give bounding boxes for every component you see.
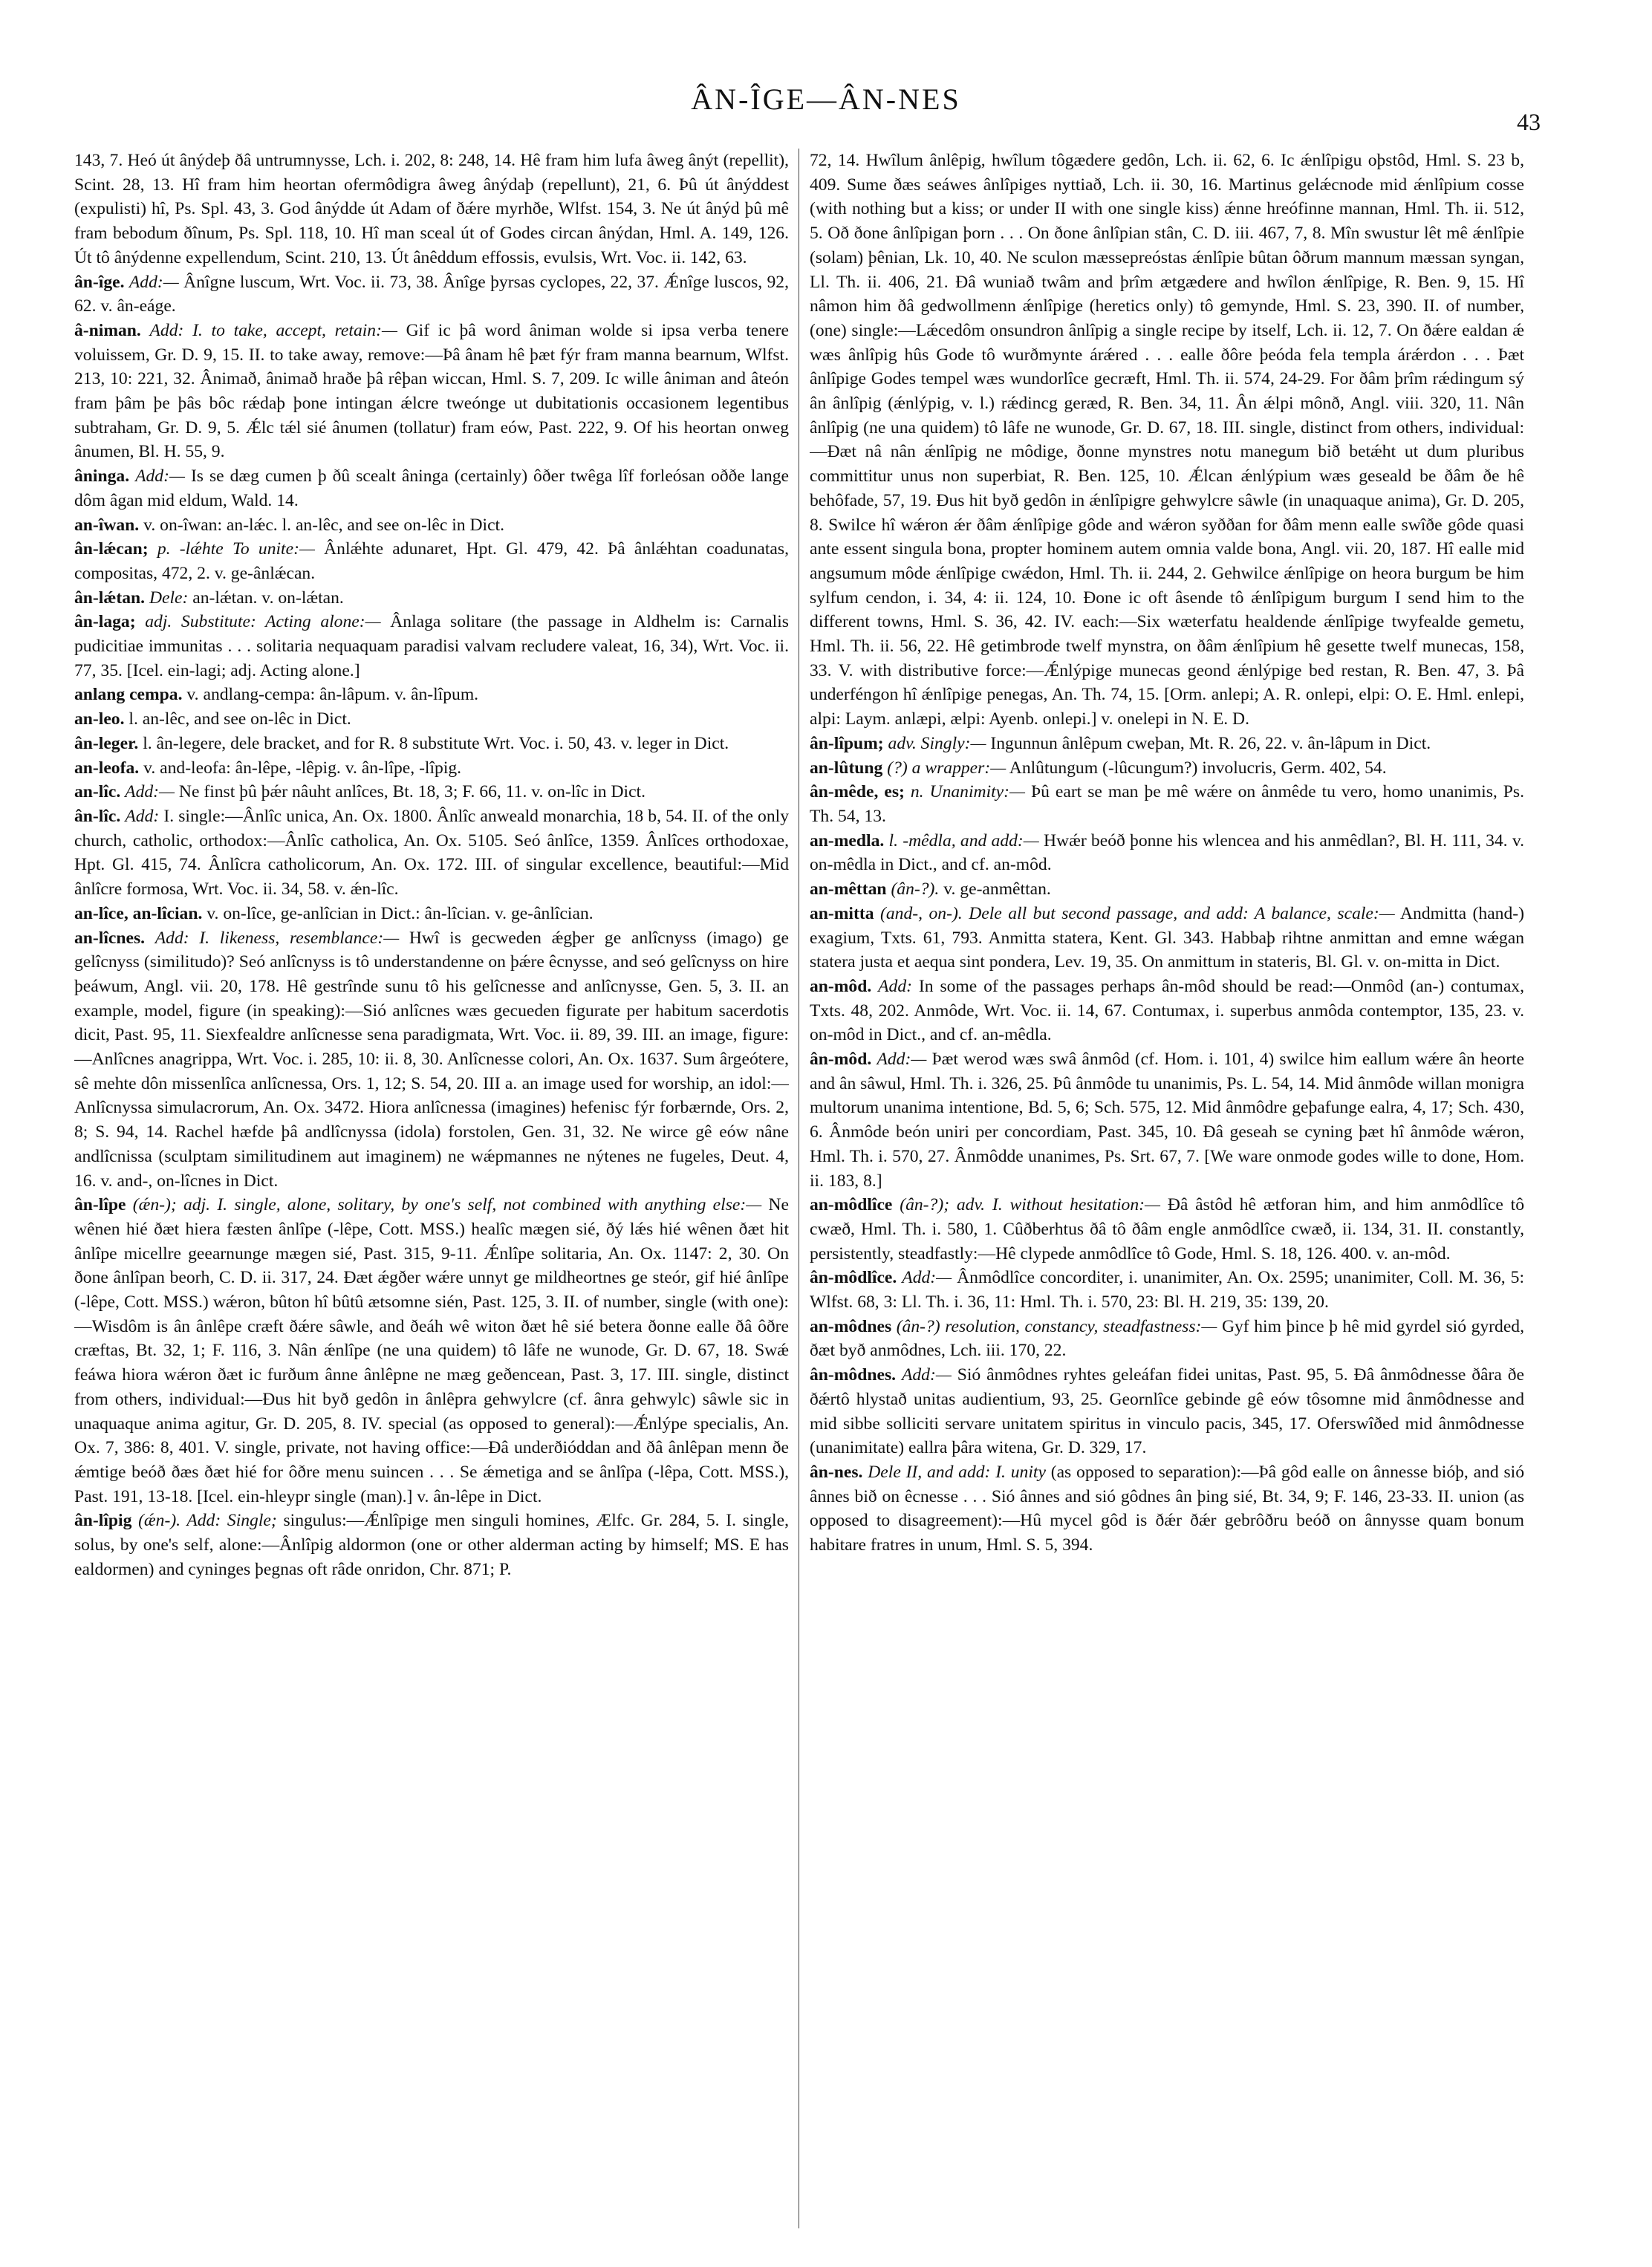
dictionary-entry <box>74 319 789 464</box>
entry-headword: an-îwan. <box>74 515 140 535</box>
entry-text: Sió ânmôdnes ryhtes geleáfan fidei unitas, Past. 95, 5. Ðâ ânmôdnesse ðâra ðe ðǽrtô hlystað unitas audientium, 93, 25. Geornlîce gebinde gê eów tôsomne mid ânmôdnesse and mid sibbe solliciti servare unitatem spiritus in vinculo pacis, 345, 17. Oferswîðed mid ânmôdnesse (unanimitate) eallra þâra witena, Gr. D. 329, 17. <box>810 1365 1524 1458</box>
entry-headword: ân-lîc. <box>74 806 121 826</box>
entry-label: Dele: <box>149 588 189 608</box>
entry-text: singulus:—Ǽnlîpige men singuli homines, Ælfc. Gr. 284, 5. I. single, solus, by one's self, alone:—Ânlîpig aldormon (one or other alderman acting by himself; MS. E has ealdormen) and cyninges þegnas oft râde onridon, Chr. 871; P. <box>74 1511 789 1579</box>
entry-text: Ânîgne luscum, Wrt. Voc. ii. 73, 38. Ânîge þyrsas cyclopes, 22, 37. Ǽnîge luscos, 92, 62. v. ân-eáge. <box>74 272 789 316</box>
entry-label: Add: <box>878 976 913 996</box>
entry-label: (ǽn-); adj. I. single, alone, solitary, by one's self, not combined with anything else:— <box>132 1195 762 1215</box>
dictionary-entry <box>74 1193 789 1509</box>
dictionary-entry <box>810 1460 1524 1558</box>
entry-label: Add: I. to take, accept, retain:— <box>149 320 397 340</box>
entry-text: Ingunnun ânlêpum cweþan, Mt. R. 26, 22. v. ân-lâpum in Dict. <box>990 733 1431 753</box>
entry-text: Gif ic þâ word âniman wolde si ipsa verba tenere voluissem, Gr. D. 9, 15. II. to take away, remove:—Þâ ânam hê þæt fýr fram manna bearnum, Wlfst. 213, 10: 221, 32. Ânimað, ânimað hraðe þâ rêþan wiccan, Hml. S. 7, 209. Ic wille âniman and âteón fram þâm þe þâs bôc rǽdaþ þone intingan ǽlcre tweónge ut dubitationis occasionem legentibus subtraham, Gr. D. 9, 5. Ǽlc tǽl sié ânumen (tollatur) fram eów, Past. 222, 9. Of his heortan onweg ânumen, Bl. H. 55, 9. <box>74 320 789 462</box>
entry-headword: ân-lǽcan; <box>74 539 149 559</box>
entry-text: 72, 14. Hwîlum ânlêpig, hwîlum tôgædere gedôn, Lch. ii. 62, 6. Ic ǽnlîpigu oþstôd, Hml. S. 23 b, 409. Sume ðæs seáwes ânlîpiges nyttiað, Lch. ii. 30, 16. Martinus gelǽcnode mid ǽnlîpium cosse (with nothing but a kiss; or under II with one single kiss) ǽnne hreófinne mannan, Hml. Th. ii. 512, 5. Oð ðone ânlîpigan þorn . . . On ðone ânlîpian stân, C. D. iii. 467, 7, 8. Mîn swustur lêt mê ǽnlîpie (solam) þênian, Lk. 10, 40. Ne sculon mæssepreóstas ǽnlîpie bûtan ôðrum mannum mæssan syngan, Ll. Th. ii. 406, 21. Ðâ wuniað twâm and þrîm ætgædere and hwîlon ǽnlîpige, R. Ben. 9, 15. Hî nâmon him ðâ gedwollmenn ǽnlîpige (heretics only) tô gemynde, Hml. S. 23, 390. II. of number, (one) single:—Lǽcedôm onsundron ânlîpig a single recipe by itself, Lch. ii. 12, 7. On ðǽre ealdan ǽ wæs ânlîpig hûs Gode tô wurðmynte árǽred . . . ealle ðôre þeóda fela templa árǽrdon . . . Þæt ânlîpige Godes tempel wæs wundorlîce gecræft, Hml. Th. ii. 574, 24-29. For ðâm þrîm rǽdingum sý ân ânlîpig (ǽnlýpig, v. l.) rǽdincg geræd, R. Ben. 34, 11. Ân ǽlpi mônð, Angl. viii. 320, 11. Nân ânlîpig (ne una quidem) tô lâfe ne wunode, Gr. D. 67, 18. III. single, distinct from others, individual:—Ðæt nâ nân ǽnlîpig ne môdige, ðonne mynstres notu manegum bið betǽht ut dum pluribus committitur unus non superbiat, R. Ben. 125, 10. Ǽlcan ǽnlýpium wæs geseald be ðâm ðe hê behôfade, 57, 19. Ðus hit byð gedôn in ǽnlîpigre gehwylcre sâwle (in unaquaque anima), Gr. D. 205, 8. Swilce hî wǽron ǽr ðâm ǽnlîpige gôde and wǽron syððan for ðâm menn ealle swîðe gôde quasi ante essent singula bona, propter hominem autem omnia valde bona, Angl. vii. 20, 187. Hî ealle mid angsumum môde ǽnlîpige cwǽdon, Hml. Th. ii. 244, 2. Gehwilce ǽnlîpige on heora burgum be him sylfum cendon, i. 34, 4: ii. 124, 10. Ðone ic oft âsende tô ǽnlîpigum burgum I send him to the different towns, Hml. S. 36, 42. IV. each:—Six wæterfatu healdende ǽnlîpige twyfealde gemetu, Hml. Th. ii. 56, 22. Hê getimbrode twelf mynstra, on ðâm ǽnlîpium hê gesette twelf munecas, 158, 33. V. with distributive force:—Ǽnlýpige munecas geond ǽnlýpige bed restan, R. Ben. 47, 3. Þâ underféngon hî ǽnlîpige penegas, An. Th. 74, 15. [Orm. anlepi; A. R. onlepi, elpi: O. E. Hml. enlepi, alpi: Laym. anlæpi, ælpi: Ayenb. onlepi.] v. onelepi in N. E. D. <box>810 151 1524 729</box>
entry-text: Ne finst þû þǽr nâuht anlîces, Bt. 18, 3; F. 66, 11. v. on-lîc in Dict. <box>178 782 646 802</box>
entry-label: p. -lǽhte To unite:— <box>157 539 315 559</box>
entry-text: Þû eart se man þe mê wǽre on ânmêde tu vero, homo unanimis, Ps. Th. 54, 13. <box>810 782 1524 826</box>
entry-label: Add:— <box>877 1050 927 1070</box>
dictionary-entry <box>74 804 789 902</box>
entry-label: Add:— <box>125 782 175 802</box>
entry-headword: ân-môdlîce. <box>810 1268 897 1288</box>
dictionary-entry <box>810 1315 1524 1363</box>
entry-headword: â-niman. <box>74 320 141 340</box>
dictionary-entry <box>810 877 1524 902</box>
entry-label: Add: <box>125 806 160 826</box>
dictionary-entry <box>74 537 789 585</box>
page-header <box>0 74 1652 134</box>
dictionary-entry <box>74 513 789 538</box>
entry-label: n. Unanimity:— <box>910 782 1025 802</box>
entry-headword: ân-môdnes. <box>810 1365 897 1385</box>
entry-text: v. on-lîce, ge-anlîcian in Dict.: ân-lîcian. v. ge-ânlîcian. <box>206 903 594 923</box>
entry-text: Is se dæg cumen þ ðû scealt âninga (certainly) ôðer twêga lîf forleósan oððe lange dôm âgan mid eldum, Wald. 14. <box>74 466 789 510</box>
dictionary-entry <box>810 1266 1524 1314</box>
entry-text: an-lǽtan. v. on-lǽtan. <box>192 588 344 608</box>
entry-label: Dele II, and add: I. unity <box>868 1462 1046 1482</box>
entry-text: Anlûtungum (-lûcungum?) involucris, Germ. 402, 54. <box>1009 758 1387 778</box>
dictionary-entry <box>810 780 1524 828</box>
entry-headword: ân-lǽtan. <box>74 588 146 608</box>
entry-text: Andmitta (hand-) exagium, Txts. 61, 793. Anmitta statera, Kent. Gl. 343. Habbaþ rihtne anmittan and emne wǽgan statera justa et aequa sint pondera, Lev. 19, 35. On anmittum in stateris, Bl. Gl. v. on-mitta in Dict. <box>810 903 1524 972</box>
entry-text: Ânmôdlîce concorditer, i. unanimiter, An. Ox. 2595; unanimiter, Coll. M. 36, 5: Wlfst. 68, 3: Ll. Th. i. 36, 11: Hml. Th. i. 570, 23: Bl. H. 219, 35: 139, 20. <box>810 1268 1524 1313</box>
entry-label: (ân-?) resolution, constancy, steadfastness:— <box>896 1316 1217 1336</box>
entry-text: v. andlang-cempa: ân-lâpum. v. ân-lîpum. <box>186 685 479 705</box>
entry-text: 143, 7. Heó út ânýdeþ ðâ untrumnysse, Lch. i. 202, 8: 248, 14. Hê fram him lufa âweg ânýt (repellit), Scint. 28, 13. Hî fram him heortan ofermôdigra âweg ânýdaþ (repellunt), 21, 6. Þû út ânýddest (expulisti) hî, Ps. Spl. 43, 3. God ânýdde út Adam of ðǽre myrhðe, Wlfst. 154, 3. Ne út ânýd þû mê fram bebodum ðînum, Ps. Spl. 118, 10. Hî man sceal út of Godes circan ânýdan, Hml. A. 149, 126. Út tô ânýdenne expellendum, Scint. 210, 13. Út ânêddum effossis, evulsis, Wrt. Voc. ii. 142, 63. <box>74 151 789 267</box>
entry-label: (?) a wrapper:— <box>887 758 1007 778</box>
entry-text: v. on-îwan: an-lǽc. l. an-lêc, and see on-lêc in Dict. <box>143 515 504 535</box>
entry-text: Ðâ âstôd hê ætforan him, and him anmôdlîce tô cwæð, Hml. Th. i. 580, 1. Cûðberhtus ðâ tô ðâm engle anmôdlîce cwæð, ii. 134, 31. II. constantly, persistently, steadfastly:—Hê clypede anmôdlîce tô Gode, Hml. S. 18, 126. 400. v. an-môd. <box>810 1195 1524 1263</box>
dictionary-entry <box>810 975 1524 1047</box>
entry-text: Ânlǽhte adunaret, Hpt. Gl. 479, 42. Þâ ânlǽhtan coadunatas, compositas, 472, 2. v. ge-ânlǽcan. <box>74 539 789 583</box>
entry-label: Add: I. likeness, resemblance:— <box>155 928 400 948</box>
dictionary-entry <box>810 732 1524 756</box>
entry-headword: ân-lîpum; <box>810 733 884 753</box>
entry-headword: ân-lîpe <box>74 1195 126 1215</box>
page-number: 43 <box>1517 108 1541 135</box>
entry-label: (ǽn-). Add: Single; <box>138 1511 277 1531</box>
entry-label: Add:— <box>135 466 185 487</box>
entry-text: v. and-leofa: ân-lêpe, -lêpig. v. ân-lîpe, -lîpig. <box>143 758 462 778</box>
entry-label: Add:— <box>129 272 179 292</box>
dictionary-entry <box>810 756 1524 781</box>
entry-headword: ân-laga; <box>74 612 136 632</box>
entry-headword: an-medla. <box>810 830 885 850</box>
entry-headword: âninga. <box>74 466 130 487</box>
entry-text: Hwǽr beóð þonne his wlencea and his anmêdlan?, Bl. H. 111, 34. v. on-mêdla in Dict., and cf. an-môd. <box>810 830 1524 875</box>
entry-headword: an-leo. <box>74 709 125 729</box>
entry-label: (ân-?); adv. I. without hesitation:— <box>900 1195 1160 1215</box>
entry-text: Ânlaga solitare (the passage in Aldhelm is: Carnalis pudicitiae immunitas . . . solitaria nequaquam paradisi valvam recludere valeat, 16, 34), Wrt. Voc. ii. 77, 35. [Icel. ein-lagi; adj. Acting alone.] <box>74 612 789 680</box>
left-column <box>74 149 789 2236</box>
entry-headword: ân-nes. <box>810 1462 863 1482</box>
dictionary-entry <box>74 756 789 781</box>
dictionary-entry <box>810 829 1524 877</box>
dictionary-entry <box>74 270 789 319</box>
entry-headword: ân-îge. <box>74 272 125 292</box>
entry-headword: ân-môd. <box>810 1050 872 1070</box>
entry-text: l. an-lêc, and see on-lêc in Dict. <box>129 709 351 729</box>
entry-headword: an-môd. <box>810 976 872 996</box>
entry-label: (and-, on-). Dele all but second passage, and add: A balance, scale:— <box>880 903 1395 923</box>
right-column <box>810 149 1524 2236</box>
entry-headword: an-lîcnes. <box>74 928 146 948</box>
dictionary-entry <box>74 464 789 513</box>
dictionary-entry <box>74 902 789 926</box>
entry-headword: an-mêttan <box>810 879 887 900</box>
entry-headword: an-lîce, an-lîcian. <box>74 903 203 923</box>
entry-headword: an-môdnes <box>810 1316 892 1336</box>
dictionary-entry <box>810 1363 1524 1460</box>
dictionary-entry <box>74 926 789 1194</box>
entry-text: Gyf him þince þ hê mid gyrdel sió gyrded, ðæt byð anmôdnes, Lch. iii. 170, 22. <box>810 1316 1524 1361</box>
entry-headword: an-mitta <box>810 903 874 923</box>
dictionary-entry <box>810 1193 1524 1266</box>
entry-headword: an-lûtung <box>810 758 883 778</box>
dictionary-entry <box>74 780 789 804</box>
entry-text: Ne wênen hié ðæt hiera fæsten ânlîpe (-lêpe, Cott. MSS.) healîc mægen sié, ðý lǽs hié wênen ðæt hit ânlîpe micellre geearnunge mægen sié, Past. 315, 9-11. Ǽnlîpe solitaria, An. Ox. 1147: 2, 30. On ðone ânlîpan beorh, C. D. ii. 317, 24. Ðæt ǽgðer wǽre unnyt ge mildheortnes ge steór, gif hié ânlîpe (-lêpe, Cott. MSS.) wǽron, bûton hî bûtû ætsomne sién, Past. 125, 3. II. of number, single (with one):—Wisdôm is ân ânlêpe cræft ðǽre sâwle, and ðeáh wê witon ðæt hê sié betera ðonne ealle ðâ ôðre cræftas, Bt. 32, 1; F. 116, 3. Nân ǽnlîpe (ne una quidem) tô lâfe ne wunode, Gr. D. 67, 18. Swǽ feáwa hiora wǽron ðæt ic furðum ânne ânlêpne ne mæg geðencean, Past. 3, 17. III. single, distinct from others, individual:—Ðus hit byð gedôn in ânlêpra gehwylcre (cf. ânra gehwylc) sâwle sic in unaquaque anima agitur, Gr. D. 205, 8. IV. special (as opposed to general):—Ǽnlýpe specialis, An. Ox. 7, 386: 8, 401. V. single, private, not having office:—Ðâ underðióddan and ðâ ânlêpan menn ðe ǽmtige beóð ðæs ðæt hié for ôðre menu suincen . . . Se ǽmetiga and se ânlîpa (-lêpa, Cott. MSS.), Past. 191, 13-18. [Icel. ein-hleypr single (man).] v. ân-lêpe in Dict. <box>74 1195 789 1506</box>
dictionary-entry <box>74 610 789 683</box>
entry-text: l. ân-legere, dele bracket, and for R. 8 substitute Wrt. Voc. i. 50, 43. v. leger in Dict. <box>143 733 729 753</box>
entry-text: In some of the passages perhaps ân-môd should be read:—Onmôd (an-) contumax, Txts. 48, 202. Anmôde, Wrt. Voc. ii. 14, 67. Contumax, i. superbus anmôda contemptor, 135, 23. v. on-môd in Dict., and cf. an-mêdla. <box>810 976 1524 1045</box>
dictionary-entry <box>810 149 1524 732</box>
dictionary-entry <box>74 1509 789 1581</box>
entry-headword: ân-leger. <box>74 733 139 753</box>
entry-text: I. single:—Ânlîc unica, An. Ox. 1800. Ânlîc anweald monarchia, 18 b, 54. II. of the only church, catholic, orthodox:—Ânlîc catholica, An. Ox. 5105. Seó ânlîce, 1359. Ânlîces orthodoxae, Hpt. Gl. 415, 74. Ânlîcra catholicorum, An. Ox. 172. III. of singular excellence, beautiful:—Mid ânlîcre formosa, Wrt. Voc. ii. 34, 58. v. ǽn-lîc. <box>74 806 789 900</box>
dictionary-entry <box>74 586 789 611</box>
entry-label: adj. Substitute: Acting alone:— <box>145 612 381 632</box>
entry-label: Add:— <box>901 1365 952 1385</box>
dictionary-entry <box>74 149 789 270</box>
entry-label: adv. Singly:— <box>888 733 986 753</box>
entry-label: (ân-?). <box>891 879 940 900</box>
entry-label: Add:— <box>902 1268 952 1288</box>
entry-headword: an-lîc. <box>74 782 121 802</box>
entry-headword: ân-lîpig <box>74 1511 132 1531</box>
entry-text: (as opposed to separation):—Þâ gôd ealle on ânnesse bióþ, and sió ânnes bið on êcnesse . . . Sió ânnes and sió gôdnes ân þing sié, Bt. 34, 9; F. 146, 23-33. II. union (as opposed to disagreement):—Hû mycel gôd is ðǽr ðǽr gebrôðru beóð on ânnysse quam bonum habitare fratres in unum, Hml. S. 5, 394. <box>810 1462 1524 1555</box>
entry-label: l. -mêdla, and add:— <box>888 830 1039 850</box>
dictionary-entry <box>74 732 789 756</box>
dictionary-entry <box>74 707 789 732</box>
dictionary-entry <box>810 1047 1524 1193</box>
dictionary-entry <box>810 902 1524 975</box>
entry-headword: ân-mêde, es; <box>810 782 905 802</box>
entry-headword: anlang cempa. <box>74 685 183 705</box>
entry-headword: an-môdlîce <box>810 1195 893 1215</box>
entry-headword: an-leofa. <box>74 758 140 778</box>
entry-text: v. ge-anmêttan. <box>943 879 1051 900</box>
entry-text: Hwî is gecweden ǽgþer ge anlîcnyss (imago) ge gelîcnyss (similitudo)? Seó anlîcnyss is tô understandenne on þǽre êcnysse, and seó gelîcnyss on hire þeáwum, Angl. vii. 20, 178. Hê gestrînde sunu tô his gelîcnesse and anlîcnysse, Gen. 5, 3. II. an example, model, figure (in speaking):—Sió anlîcnes wæs gecueden figurate per habitum sacerdotis dicit, Past. 95, 11. Siexfealdre anlîcnesse sena paradigmata, Wrt. Voc. ii. 89, 39. III. an image, figure:—Anlîcnes anagrippa, Wrt. Voc. i. 285, 10: ii. 8, 30. Anlîcnesse colori, An. Ox. 1637. Sum ârgeótere, sê mehte dôn missenlîca anlîcnessa, Ors. 1, 12; S. 54, 20. III a. an image used for worship, an idol:—Anlîcnyssa simulacrorum, An. Ox. 3472. Hiora anlîcnessa (imagines) hefenisc fýr forbærnde, Ors. 2, 8; S. 94, 14. Rachel hæfde þâ andlîcnyssa (idola) forstolen, Gen. 31, 32. Ne wirce gê eów nâne andlîcnissa (sculptam similitudinem aut imaginem) ne wǽpmannes ne nýtenes ne fugeles, Deut. 4, 16. v. and-, on-lîcnes in Dict. <box>74 928 789 1191</box>
dictionary-entry <box>74 683 789 707</box>
entry-text: Þæt werod wæs swâ ânmôd (cf. Hom. i. 101, 4) swilce him eallum wǽre ân heorte and ân sâwul, Hml. Th. i. 326, 25. Þû ânmôde tu unanimis, Ps. L. 54, 14. Mid ânmôde willan monigra multorum unanima intentione, Bd. 5, 6; Sch. 575, 12. Mid ânmôdre geþafunge ealra, 4, 17; Sch. 430, 6. Ânmôde beón uniri per concordiam, Past. 345, 10. Ðâ geseah se cyning þæt hî ânmôde wǽron, Hml. Th. i. 570, 27. Ânmôdde unanimes, Ps. Srt. 67, 7. [We ware onmode godes wille to done, Hom. ii. 183, 8.] <box>810 1050 1524 1191</box>
running-title: ÂN-ÎGE—ÂN-NES <box>691 82 961 116</box>
